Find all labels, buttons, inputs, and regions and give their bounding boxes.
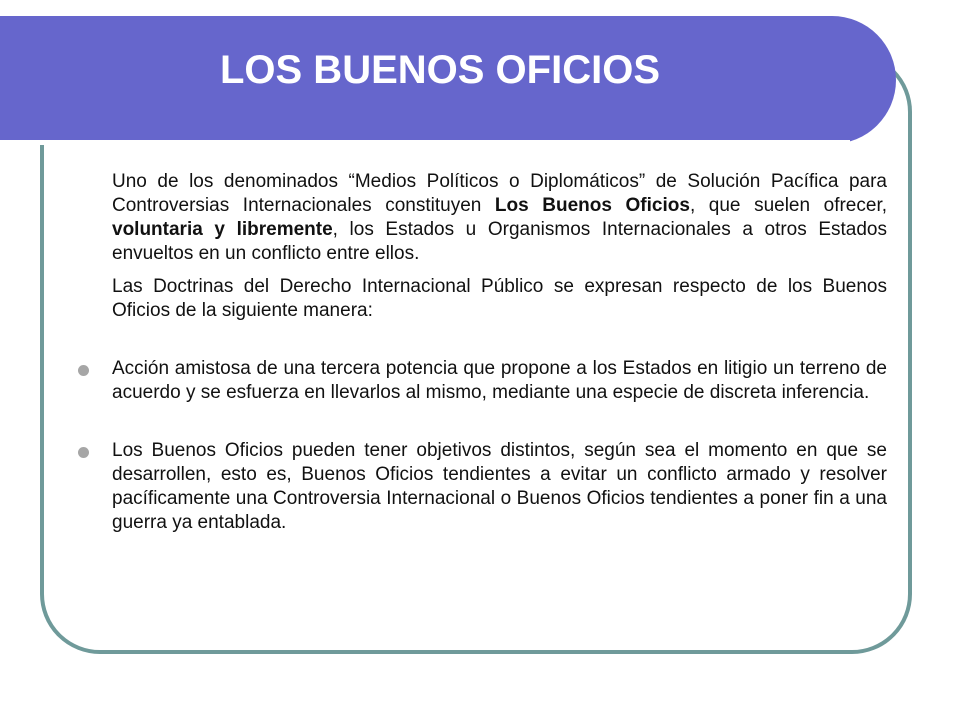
slide-title: LOS BUENOS OFICIOS [219,48,661,92]
bullet-text: Acción amistosa de una tercera potencia que propone a los Estados en litigio un terreno de acuerdo y se esfuerza en llevarlos al mismo, mediante una especie de discreta inferencia. [112,358,887,403]
bullet-dot-icon [78,365,89,376]
bullet-item-1 [112,357,887,405]
bullet-dot-icon [78,447,89,458]
intro-text-3: , los Estados u Organismos Internacionales a otros Estados envueltos en un conflicto entre ellos. [112,219,887,264]
bullet-item-2 [112,439,887,535]
intro-bold-1: Los Buenos Oficios [494,195,690,216]
bullet-text: Los Buenos Oficios pueden tener objetivos distintos, según sea el momento en que se desarrollen, esto es, Buenos Oficios tendientes a evitar un conflicto armado y resolver pacíficamente una Controversia Internacional o Buenos Oficios tendientes a poner fin a una guerra ya entablada. [112,440,887,533]
doctrines-paragraph: Las Doctrinas del Derecho Internacional Público se expresan respecto de los Buenos Oficios de la siguiente manera: [112,276,887,321]
slide-body [112,170,887,535]
intro-bold-2: voluntaria y libremente [112,219,333,240]
intro-text-1: Uno de los denominados “Medios Políticos o Diplomáticos” de Solución Pacífica para Controversias Internacionales constituyen [112,171,887,216]
title-underline [0,140,850,145]
intro-text-2: , que suelen ofrecer, [689,195,887,216]
intro-paragraph [112,170,887,266]
